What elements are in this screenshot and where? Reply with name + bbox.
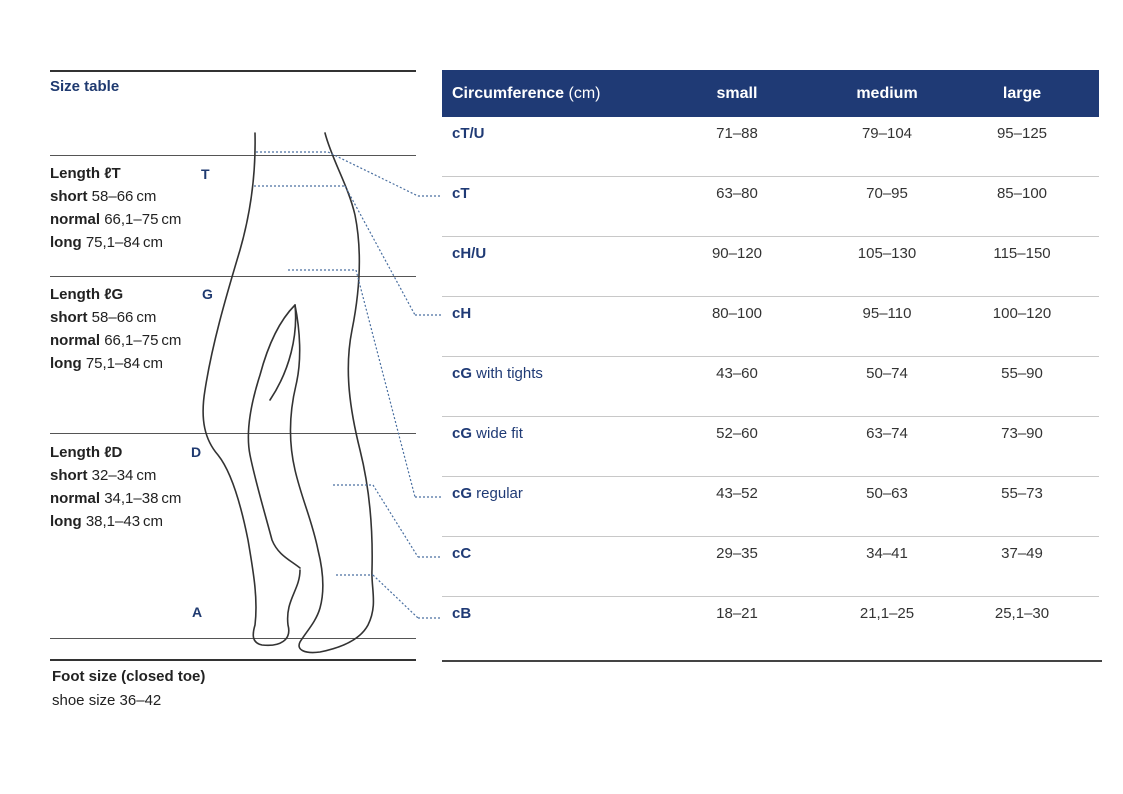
size-label: long (50, 513, 82, 530)
size-value: 32–34 cm (91, 467, 157, 484)
row-label-main: cG (452, 485, 473, 502)
row-label (452, 425, 523, 442)
cell-small: 63–80 (716, 185, 758, 202)
table-row (442, 297, 1099, 357)
cell-small: 80–100 (711, 305, 763, 322)
row-label (452, 125, 485, 142)
cell-small: 71–88 (716, 125, 758, 142)
size-value: 58–66 cm (91, 188, 157, 205)
foot-size-title: Foot size (closed toe) (52, 668, 206, 685)
cell-large: 55–73 (1001, 485, 1043, 502)
cell-large: 115–150 (993, 245, 1051, 262)
header-medium: medium (856, 85, 918, 102)
row-label (452, 605, 471, 622)
cell-medium: 50–63 (866, 485, 908, 502)
size-label: long (50, 234, 82, 251)
cell-large: 95–125 (996, 125, 1048, 142)
cell-large: 85–100 (996, 185, 1048, 202)
size-value: 66,1–75 cm (104, 211, 182, 228)
length-t-block (50, 162, 181, 254)
table-row (442, 597, 1099, 657)
cell-large: 55–90 (1001, 365, 1043, 382)
size-label: short (50, 467, 88, 484)
cell-small: 29–35 (716, 545, 758, 562)
table-row (442, 117, 1099, 177)
size-table-title: Size table (50, 78, 120, 95)
row-label-rest: with tights (472, 365, 543, 382)
top-rule-left (50, 70, 416, 72)
length-title: Length ℓT (50, 165, 121, 182)
table-row (442, 417, 1099, 477)
header-large: large (1002, 85, 1042, 102)
size-value: 75,1–84 cm (85, 355, 164, 372)
size-label: normal (50, 211, 101, 228)
header-small: small (716, 85, 758, 102)
letter-a: A (192, 604, 203, 620)
cell-medium: 34–41 (866, 545, 908, 562)
length-title: Length ℓG (50, 286, 124, 303)
table-row (442, 537, 1099, 597)
cell-large: 100–120 (992, 305, 1052, 322)
row-label (452, 245, 486, 262)
cell-medium: 79–104 (861, 125, 913, 142)
row-label-main: cB (452, 605, 472, 622)
header-circumference (452, 85, 600, 103)
cell-small: 18–21 (716, 605, 758, 622)
header-unit: (cm) (568, 85, 601, 102)
letter-g: G (202, 286, 213, 302)
cell-small: 90–120 (711, 245, 763, 262)
cell-large: 73–90 (1001, 425, 1043, 442)
cell-small: 43–60 (716, 365, 758, 382)
table-row (442, 177, 1099, 237)
row-label-main: cT (452, 185, 470, 202)
row-label-main: cG (452, 365, 473, 382)
size-label: normal (50, 332, 101, 349)
size-label: short (50, 188, 88, 205)
row-label (452, 485, 523, 502)
table-row (442, 237, 1099, 297)
size-value: 66,1–75 cm (104, 332, 182, 349)
row-label (452, 365, 543, 382)
row-label-main: cG (452, 425, 473, 442)
cell-small: 43–52 (716, 485, 758, 502)
size-value: 38,1–43 cm (85, 513, 164, 530)
length-g-block (50, 283, 181, 375)
table-bottom-rule (442, 660, 1102, 662)
row-label (452, 545, 471, 562)
header-label: Circumference (452, 85, 565, 102)
size-value: 58–66 cm (91, 309, 157, 326)
row-label (452, 185, 470, 202)
size-label: normal (50, 490, 101, 507)
row-label-main: cH/U (452, 245, 487, 262)
cell-large: 37–49 (1001, 545, 1043, 562)
shoe-size-text: shoe size 36–42 (52, 692, 162, 709)
cell-medium: 95–110 (862, 305, 912, 322)
cell-medium: 70–95 (866, 185, 908, 202)
letter-t: T (201, 166, 210, 182)
cell-medium: 63–74 (866, 425, 908, 442)
row-label (452, 305, 471, 322)
row-label-rest: wide fit (472, 425, 523, 442)
cell-medium: 21,1–25 (859, 605, 915, 622)
table-row (442, 477, 1099, 537)
row-label-main: cC (452, 545, 472, 562)
row-label-main: cT/U (452, 125, 485, 142)
table-row (442, 357, 1099, 417)
length-d-block (50, 441, 181, 533)
legs-illustration (180, 125, 450, 660)
cell-large: 25,1–30 (994, 605, 1050, 622)
size-value: 75,1–84 cm (85, 234, 164, 251)
cell-medium: 50–74 (866, 365, 908, 382)
row-label-main: cH (452, 305, 472, 322)
row-label-rest: regular (472, 485, 523, 502)
cell-small: 52–60 (716, 425, 758, 442)
length-title: Length ℓD (50, 444, 123, 461)
table-header (442, 70, 1099, 117)
cell-medium: 105–130 (857, 245, 917, 262)
letter-d: D (191, 444, 202, 460)
size-value: 34,1–38 cm (104, 490, 182, 507)
size-label: long (50, 355, 82, 372)
size-label: short (50, 309, 88, 326)
